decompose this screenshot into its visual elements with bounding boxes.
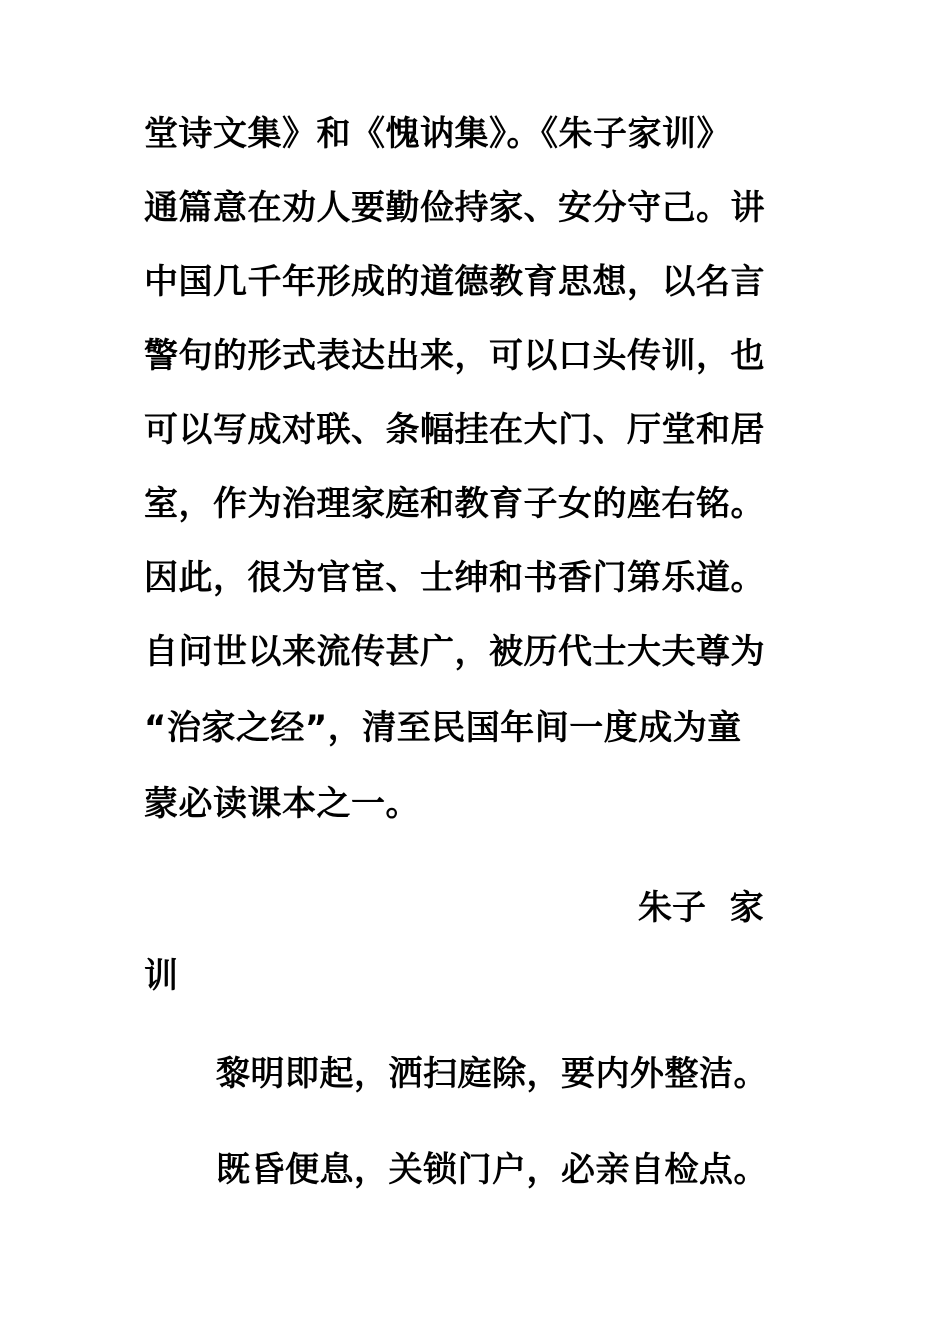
- paragraph-line: “治家之经”，清至民国年间一度成为童: [144, 708, 742, 748]
- paragraph-line: 因此，很为官宦、士绅和书香门第乐道。: [144, 558, 765, 598]
- paragraph-line: 室，作为治理家庭和教育子女的座右铭。: [144, 484, 765, 524]
- paragraph-line: 堂诗文集》和《愧讷集》。《朱子家训》: [144, 114, 731, 154]
- paragraph-line: 警句的形式表达出来，可以口头传训，也: [144, 336, 765, 376]
- paragraph-line: 通篇意在劝人要勤俭持家、安分守己。讲: [144, 188, 765, 228]
- section-title-continued: 训: [144, 956, 178, 996]
- paragraph-line: 中国几千年形成的道德教育思想，以名言: [144, 262, 765, 302]
- paragraph-line: 蒙必读课本之一。: [144, 784, 420, 824]
- paragraph-line: 自问世以来流传甚广，被历代士大夫尊为: [144, 632, 765, 672]
- verse-line: 既昏便息，关锁门户，必亲自检点。: [216, 1150, 768, 1190]
- section-title: 朱子 家: [638, 888, 764, 928]
- verse-line: 黎明即起，洒扫庭除，要内外整洁。: [216, 1054, 768, 1094]
- paragraph-line: 可以写成对联、条幅挂在大门、厅堂和居: [144, 410, 765, 450]
